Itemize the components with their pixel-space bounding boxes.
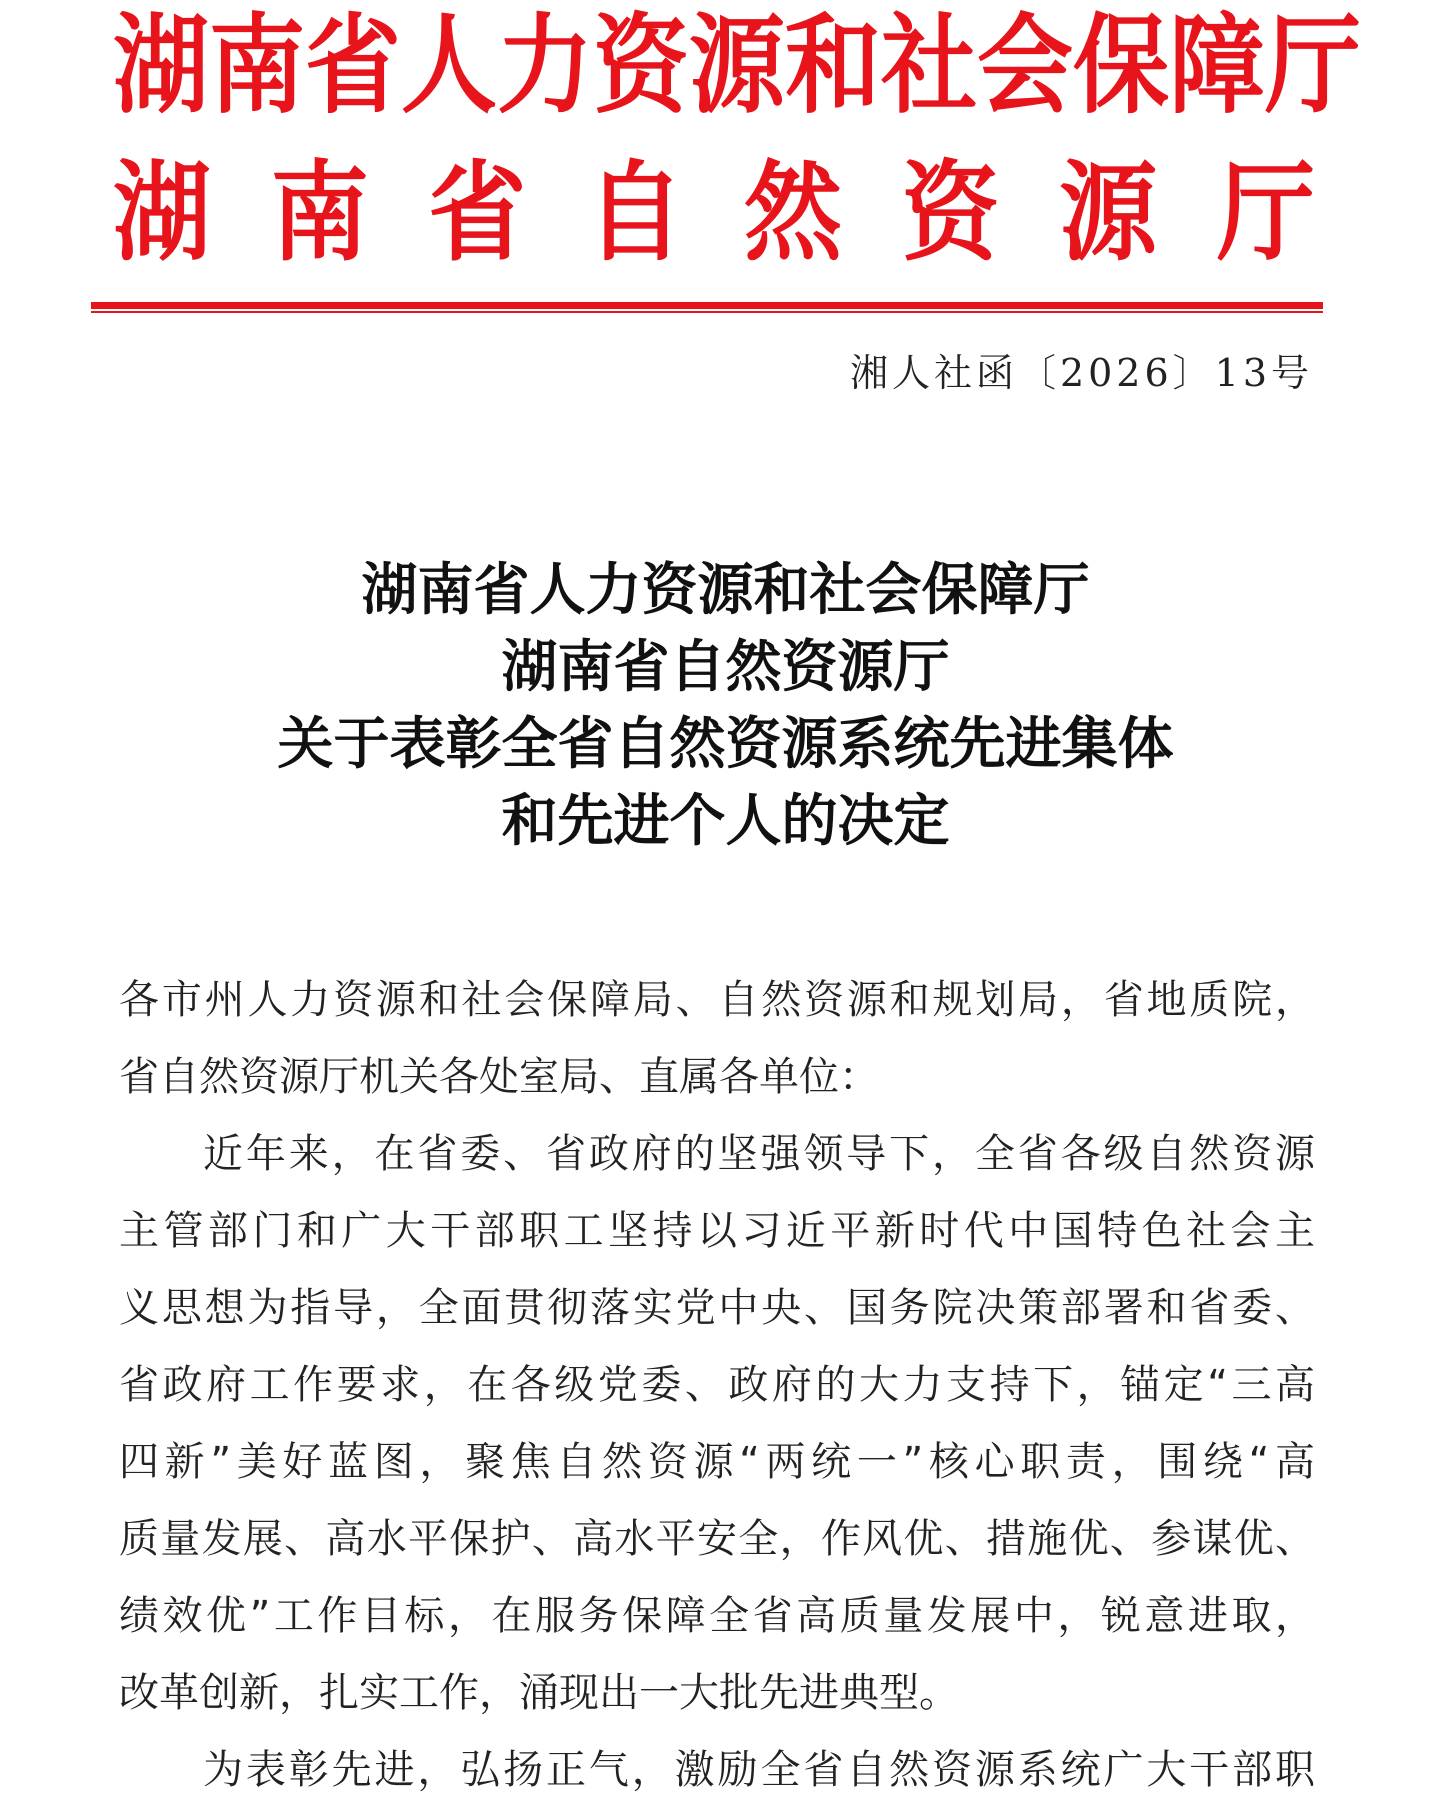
- letterhead-line-2: 湖南省自然资源厅: [113, 150, 1315, 277]
- body-line: 省自然资源厅机关各处室局、直属各单位：: [119, 1054, 879, 1100]
- body-line: 主管部门和广大干部职工坚持以习近平新时代中国特色社会主: [119, 1208, 1315, 1254]
- body-line: 近年来，在省委、省政府的坚强领导下，全省各级自然资源: [203, 1131, 1315, 1177]
- body-line: 四新”美好蓝图，聚焦自然资源“两统一”核心职责，围绕“高: [119, 1439, 1315, 1485]
- body-line: 质量发展、高水平保护、高水平安全，作风优、措施优、参谋优、: [119, 1516, 1315, 1562]
- red-header-rule-thin: [91, 311, 1323, 313]
- body-line: 义思想为指导，全面贯彻落实党中央、国务院决策部署和省委、: [119, 1285, 1315, 1331]
- body-line: 为表彰先进，弘扬正气，激励全省自然资源系统广大干部职: [203, 1747, 1315, 1793]
- body-line: 绩效优”工作目标，在服务保障全省高质量发展中，锐意进取，: [119, 1593, 1315, 1639]
- title-line-3: 关于表彰全省自然资源系统先进集体: [277, 711, 1174, 777]
- body-line: 改革创新，扎实工作，涌现出一大批先进典型。: [119, 1670, 959, 1716]
- letterhead-line-1: 湖南省人力资源和社会保障厅: [113, 1, 1361, 129]
- title-line-1: 湖南省人力资源和社会保障厅: [361, 557, 1090, 623]
- document-number: 湘人社函〔2026〕13号: [849, 351, 1313, 395]
- body-line: 各市州人力资源和社会保障局、自然资源和规划局，省地质院，: [119, 977, 1315, 1023]
- body-line: 省政府工作要求，在各级党委、政府的大力支持下，锚定“三高: [119, 1362, 1315, 1408]
- title-line-4: 和先进个人的决定: [501, 788, 950, 854]
- title-line-2: 湖南省自然资源厅: [501, 634, 950, 700]
- red-header-rule: [91, 302, 1323, 309]
